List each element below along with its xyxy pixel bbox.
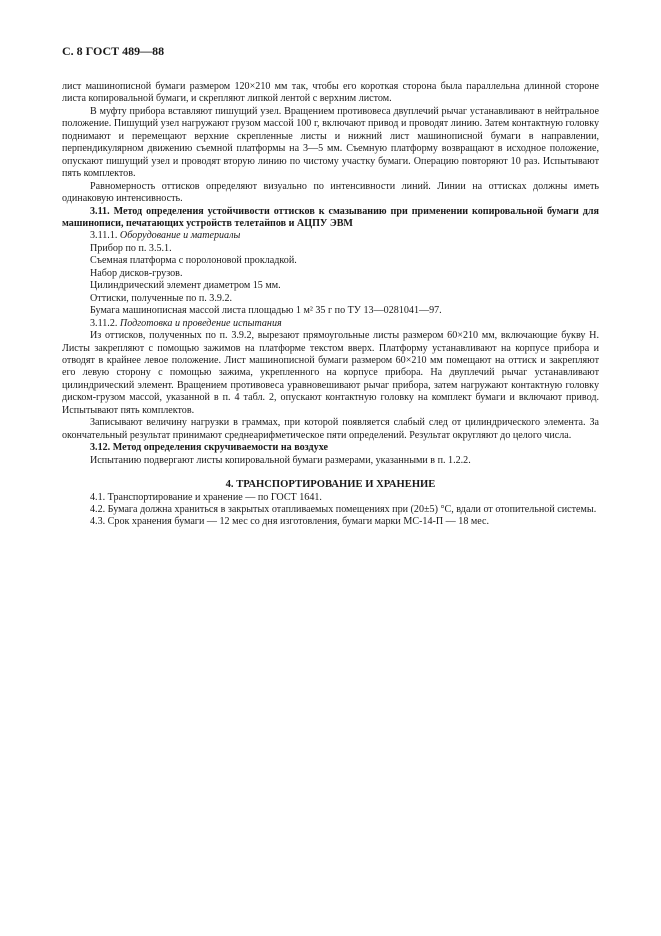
clause-number: 3.11. bbox=[90, 205, 110, 217]
clause-title: Оборудование и материалы bbox=[119, 230, 241, 242]
paragraph: Из оттисков, полученных по п. 3.9.2, вырезают прямоугольные листы размером 60×210 мм, включающие букву Н. Листы закрепляют с помощью зажимов на платформе текстом вверх. Платформу устанавливают на корпусе прибора и отводят в крайнее левое положение. Лист машинописной бумаги размером 60×210 мм помещают на оттиск и закрепляют его левую сторону с помощью зажима, укрепленного на корпусе прибора. На двуплечий рычаг устанавливают цилиндрический элемент. Вращением противовеса уравновешивают рычаг прибора, затем нагружают контактную головку диском-грузом массой, указанной в п. 4 табл. 2, опускают контактную головку на комплект бумаги и включают привод. Испытывают пять комплектов. bbox=[62, 330, 599, 416]
paragraph: Испытанию подвергают листы копировальной бумаги размерами, указанными в п. 1.2.2. bbox=[90, 454, 471, 466]
list-item: Набор дисков-грузов. bbox=[90, 267, 183, 279]
document-body bbox=[62, 81, 599, 529]
page-header: С. 8 ГОСТ 489—88 bbox=[62, 44, 165, 58]
subsection-heading-3-11-1 bbox=[62, 230, 599, 242]
paragraph: 4.3. Срок хранения бумаги — 12 мес со дня изготовления, бумаги марки МС-14-П — 18 мес. bbox=[90, 516, 490, 528]
section-title: 4. ТРАНСПОРТИРОВАНИЕ И ХРАНЕНИЕ bbox=[225, 479, 436, 491]
paragraph: Равномерность оттисков определяют визуально по интенсивности линий. Линии на оттисках должны иметь одинаковую интенсивность. bbox=[62, 180, 599, 205]
paragraph: В муфту прибора вставляют пишущий узел. Вращением противовеса двуплечий рычаг устанавливают в нейтральное положение. Пишущий узел нагружают грузом массой 100 г, включают привод и проводят линию. Затем контактную головку поднимают и перемещают верхние скрепленные листы и нижний лист машинописной бумаги в направлении, перпендикулярном движению съемной платформы на 3—5 мм. Съемную платформу возвращают в исходное положение, опускают пишущий узел и проводят вторую линию по чистому участку бумаги. Операцию повторяют 10 раз. Испытывают пять комплектов. bbox=[62, 105, 599, 180]
clause-number: 3.11.2. bbox=[90, 317, 118, 329]
clause-title: Метод определения устойчивости оттисков к смазыванию при применении копировальной бумаги для машинописи, печатающих устройств телетайпов и АЦПУ ЭВМ bbox=[62, 205, 599, 229]
list-item: Цилиндрический элемент диаметром 15 мм. bbox=[90, 280, 281, 292]
paragraph: 4.1. Транспортирование и хранение — по ГОСТ 1641. bbox=[90, 491, 322, 503]
list-item: Съемная платформа с поролоновой прокладкой. bbox=[90, 255, 297, 267]
clause-title: Подготовка и проведение испытания bbox=[119, 317, 282, 329]
section-heading-3-12 bbox=[62, 442, 599, 454]
list-item: Прибор по п. 3.5.1. bbox=[90, 242, 172, 254]
subsection-heading-3-11-2 bbox=[62, 318, 599, 330]
paragraph: 4.2. Бумага должна храниться в закрытых отапливаемых помещениях при (20±5) °С, вдали от отопительной системы. bbox=[90, 503, 597, 515]
clause-number: 3.11.1. bbox=[90, 230, 118, 242]
paragraph: Записывают величину нагрузки в граммах, при которой появляется слабый след от цилиндрического элемента. За окончательный результат принимают среднеарифметическое пяти определений. Результат округляют до целого числа. bbox=[62, 417, 599, 441]
clause-number: 3.12. bbox=[90, 442, 111, 454]
list-item: Оттиски, полученные по п. 3.9.2. bbox=[90, 292, 233, 304]
paragraph: лист машинописной бумаги размером 120×210 мм так, чтобы его короткая сторона была параллельна длинной стороне листа копировальной бумаги, и скрепляют липкой лентой с верхним листом. bbox=[62, 81, 599, 105]
list-item: Бумага машинописная массой листа площадью 1 м² 35 г по ТУ 13—0281041—97. bbox=[90, 305, 442, 317]
clause-title: Метод определения скручиваемости на воздухе bbox=[112, 442, 328, 454]
section-heading-3-11 bbox=[62, 206, 599, 231]
